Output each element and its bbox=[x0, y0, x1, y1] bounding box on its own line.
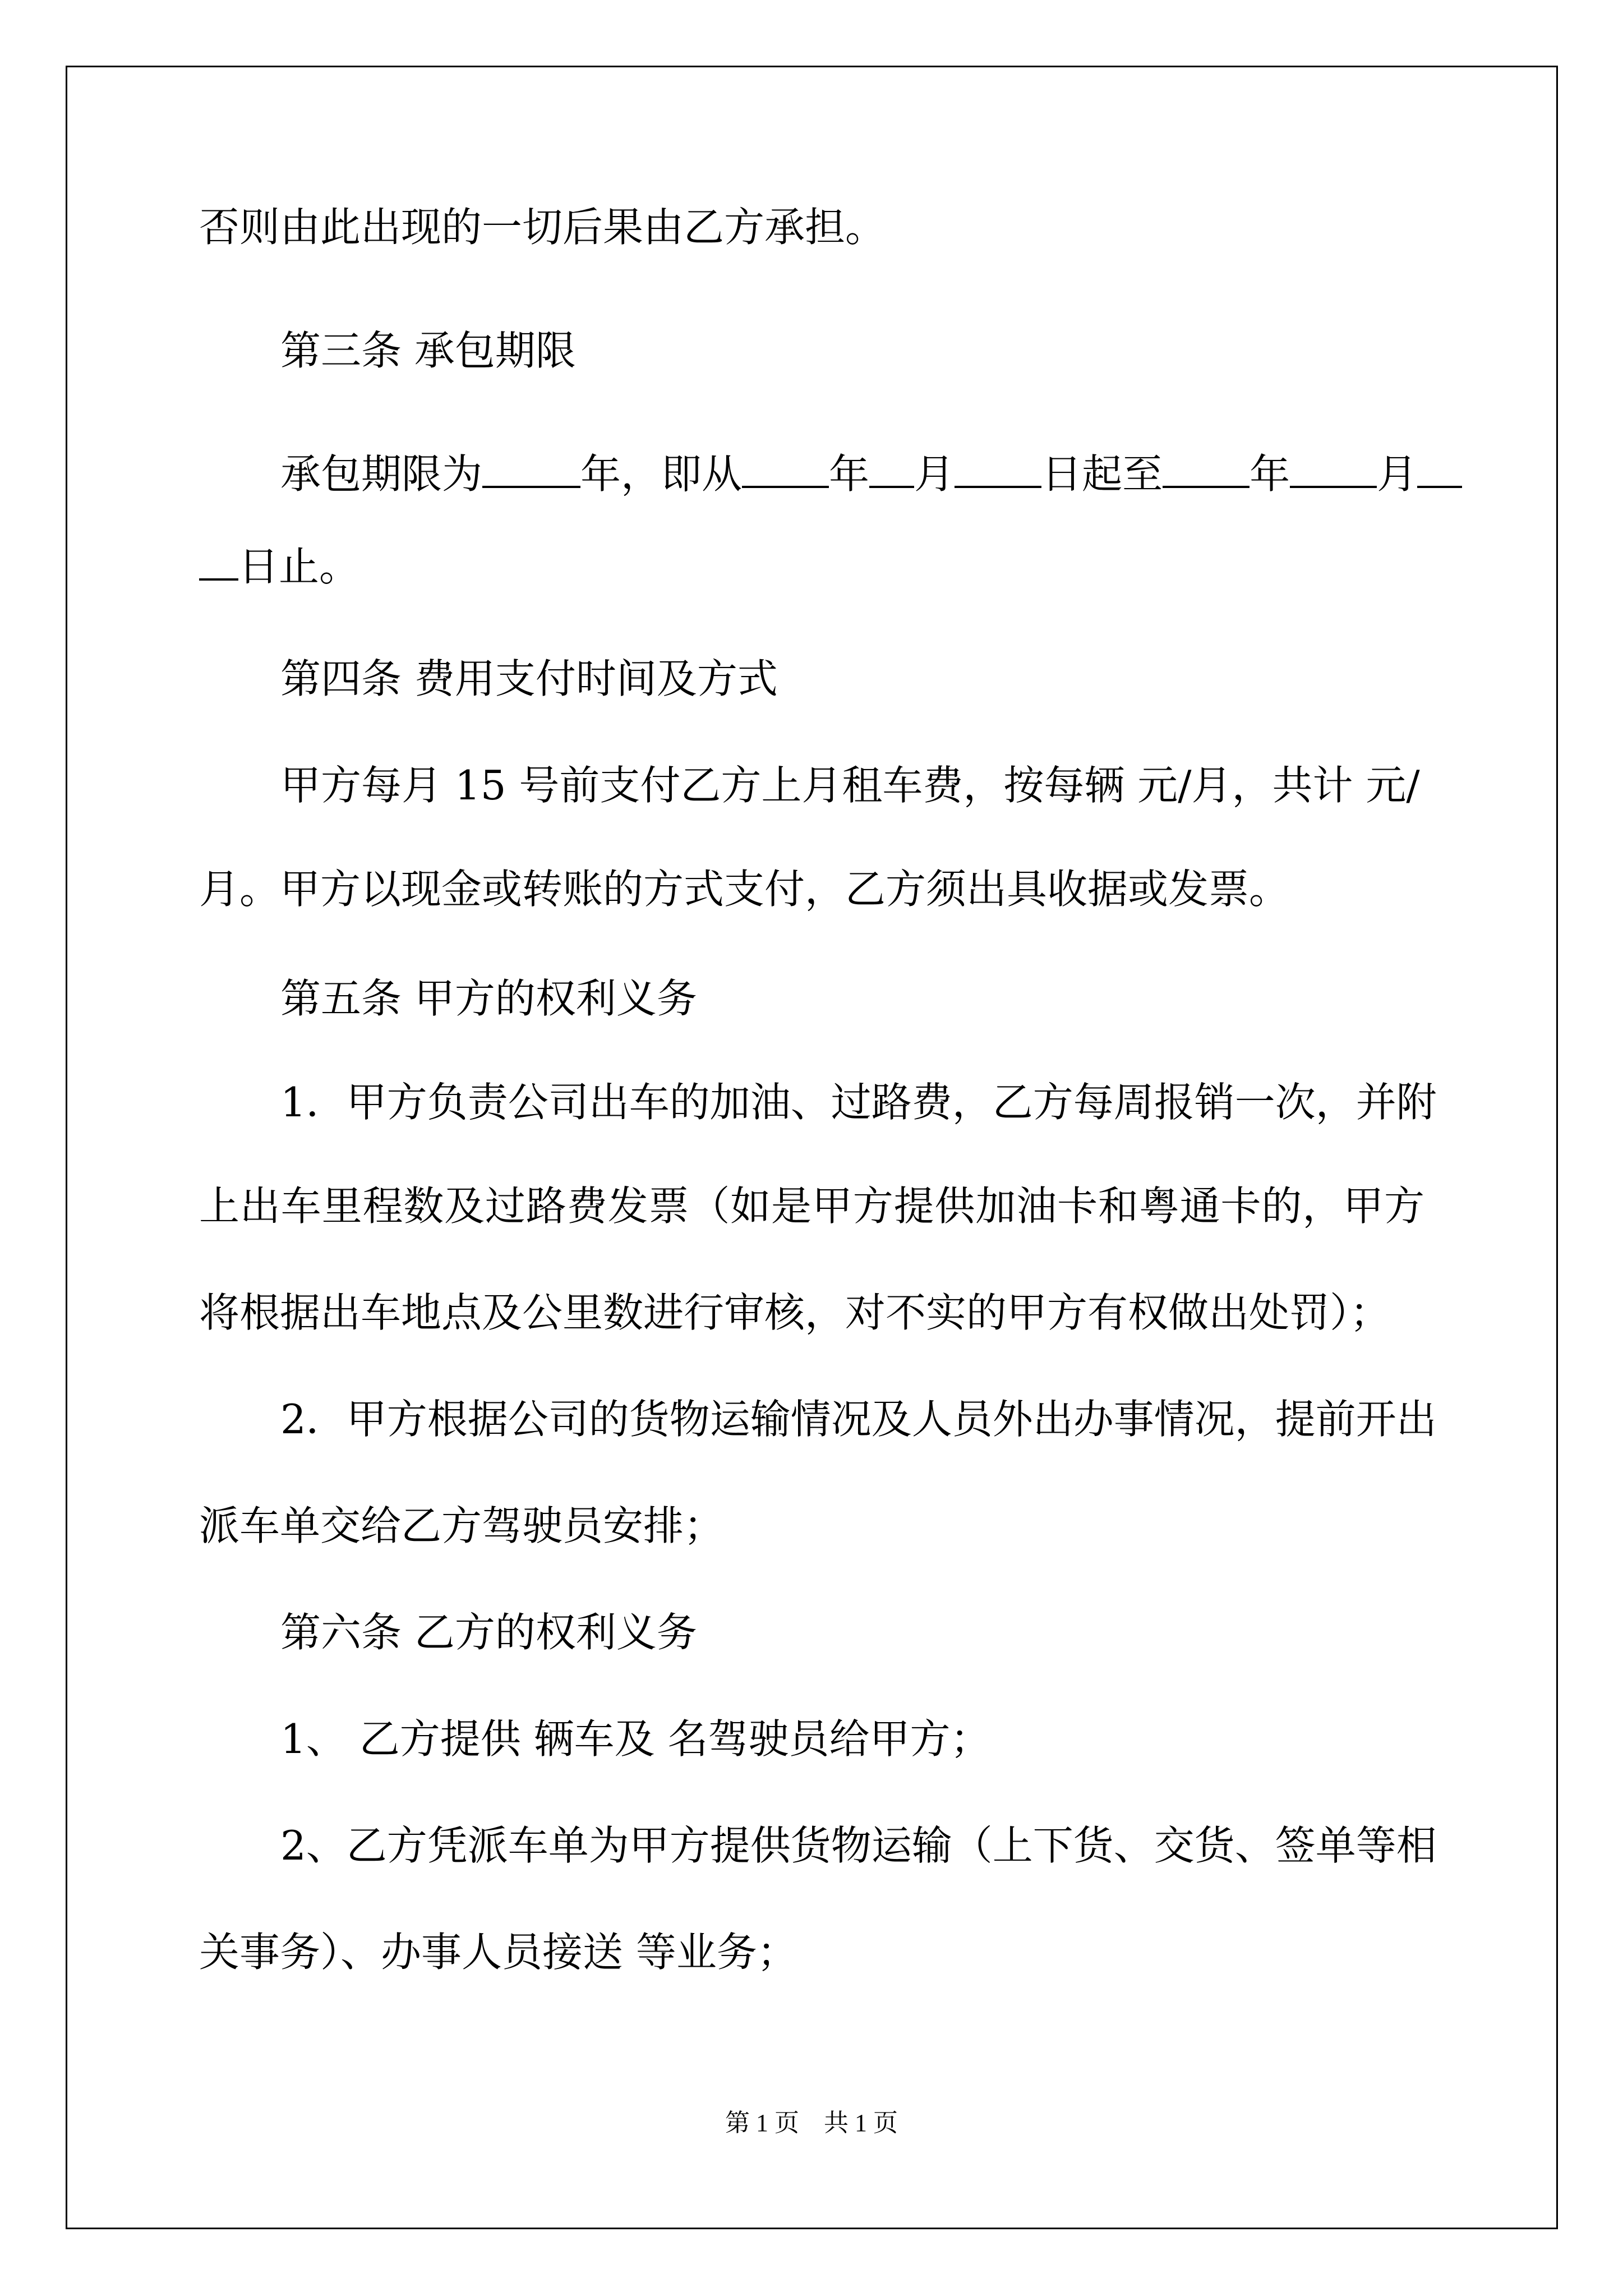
article-5-heading: 第五条 甲方的权利义务 bbox=[280, 975, 697, 1022]
term-text: 年 bbox=[829, 450, 870, 498]
list-item-line: 派车单交给乙方驾驶员安排； bbox=[199, 1502, 725, 1549]
list-item-line: 2、乙方凭派车单为甲方提供货物运输（上下货、交货、签单等相 bbox=[280, 1822, 1437, 1869]
list-item-line: 1．甲方负责公司出车的加油、过路费，乙方每周报销一次，并附 bbox=[280, 1079, 1437, 1126]
term-text: 年 bbox=[1249, 450, 1290, 498]
blank-field bbox=[1417, 452, 1462, 488]
paragraph-line: 月。甲方以现金或转账的方式支付，乙方须出具收据或发票。 bbox=[199, 866, 1290, 913]
term-text: 月 bbox=[1377, 450, 1418, 498]
paragraph-line: 甲方每月 15 号前支付乙方上月租车费，按每辆 元/月，共计 元/ bbox=[280, 762, 1420, 809]
blank-field bbox=[482, 452, 580, 488]
list-item-line: 将根据出车地点及公里数进行审核，对不实的甲方有权做出处罚）； bbox=[199, 1289, 1391, 1336]
term-text: 日起至 bbox=[1041, 450, 1163, 498]
list-item-line: 1、 乙方提供 辆车及 名驾驶员给甲方； bbox=[280, 1715, 991, 1763]
term-text: 日止。 bbox=[238, 543, 360, 590]
blank-field bbox=[742, 452, 829, 488]
term-text: 月 bbox=[914, 450, 955, 498]
article-6-heading: 第六条 乙方的权利义务 bbox=[280, 1609, 697, 1656]
page-border bbox=[66, 66, 1558, 2229]
blank-field bbox=[199, 545, 238, 581]
blank-field bbox=[1290, 452, 1377, 488]
blank-field bbox=[955, 452, 1041, 488]
list-item-line: 2．甲方根据公司的货物运输情况及人员外出办事情况，提前开出 bbox=[280, 1396, 1437, 1443]
article-4-heading: 第四条 费用支付时间及方式 bbox=[280, 655, 778, 702]
term-text: 承包期限为 bbox=[280, 450, 483, 498]
blank-field bbox=[1163, 452, 1249, 488]
article-3-term-line-end bbox=[199, 539, 359, 595]
article-3-term-line bbox=[280, 446, 1462, 502]
term-text: 年，即从 bbox=[580, 450, 743, 498]
blank-field bbox=[869, 452, 914, 488]
paragraph-line: 否则由此出现的一切后果由乙方承担。 bbox=[199, 204, 886, 251]
page-number-footer: 第 1 页 共 1 页 bbox=[725, 2109, 898, 2137]
list-item-line: 上出车里程数及过路费发票（如是甲方提供加油卡和粤通卡的，甲方 bbox=[199, 1182, 1424, 1230]
article-3-heading: 第三条 承包期限 bbox=[280, 327, 576, 374]
list-item-line: 关事务）、办事人员接送 等业务； bbox=[199, 1929, 797, 1976]
